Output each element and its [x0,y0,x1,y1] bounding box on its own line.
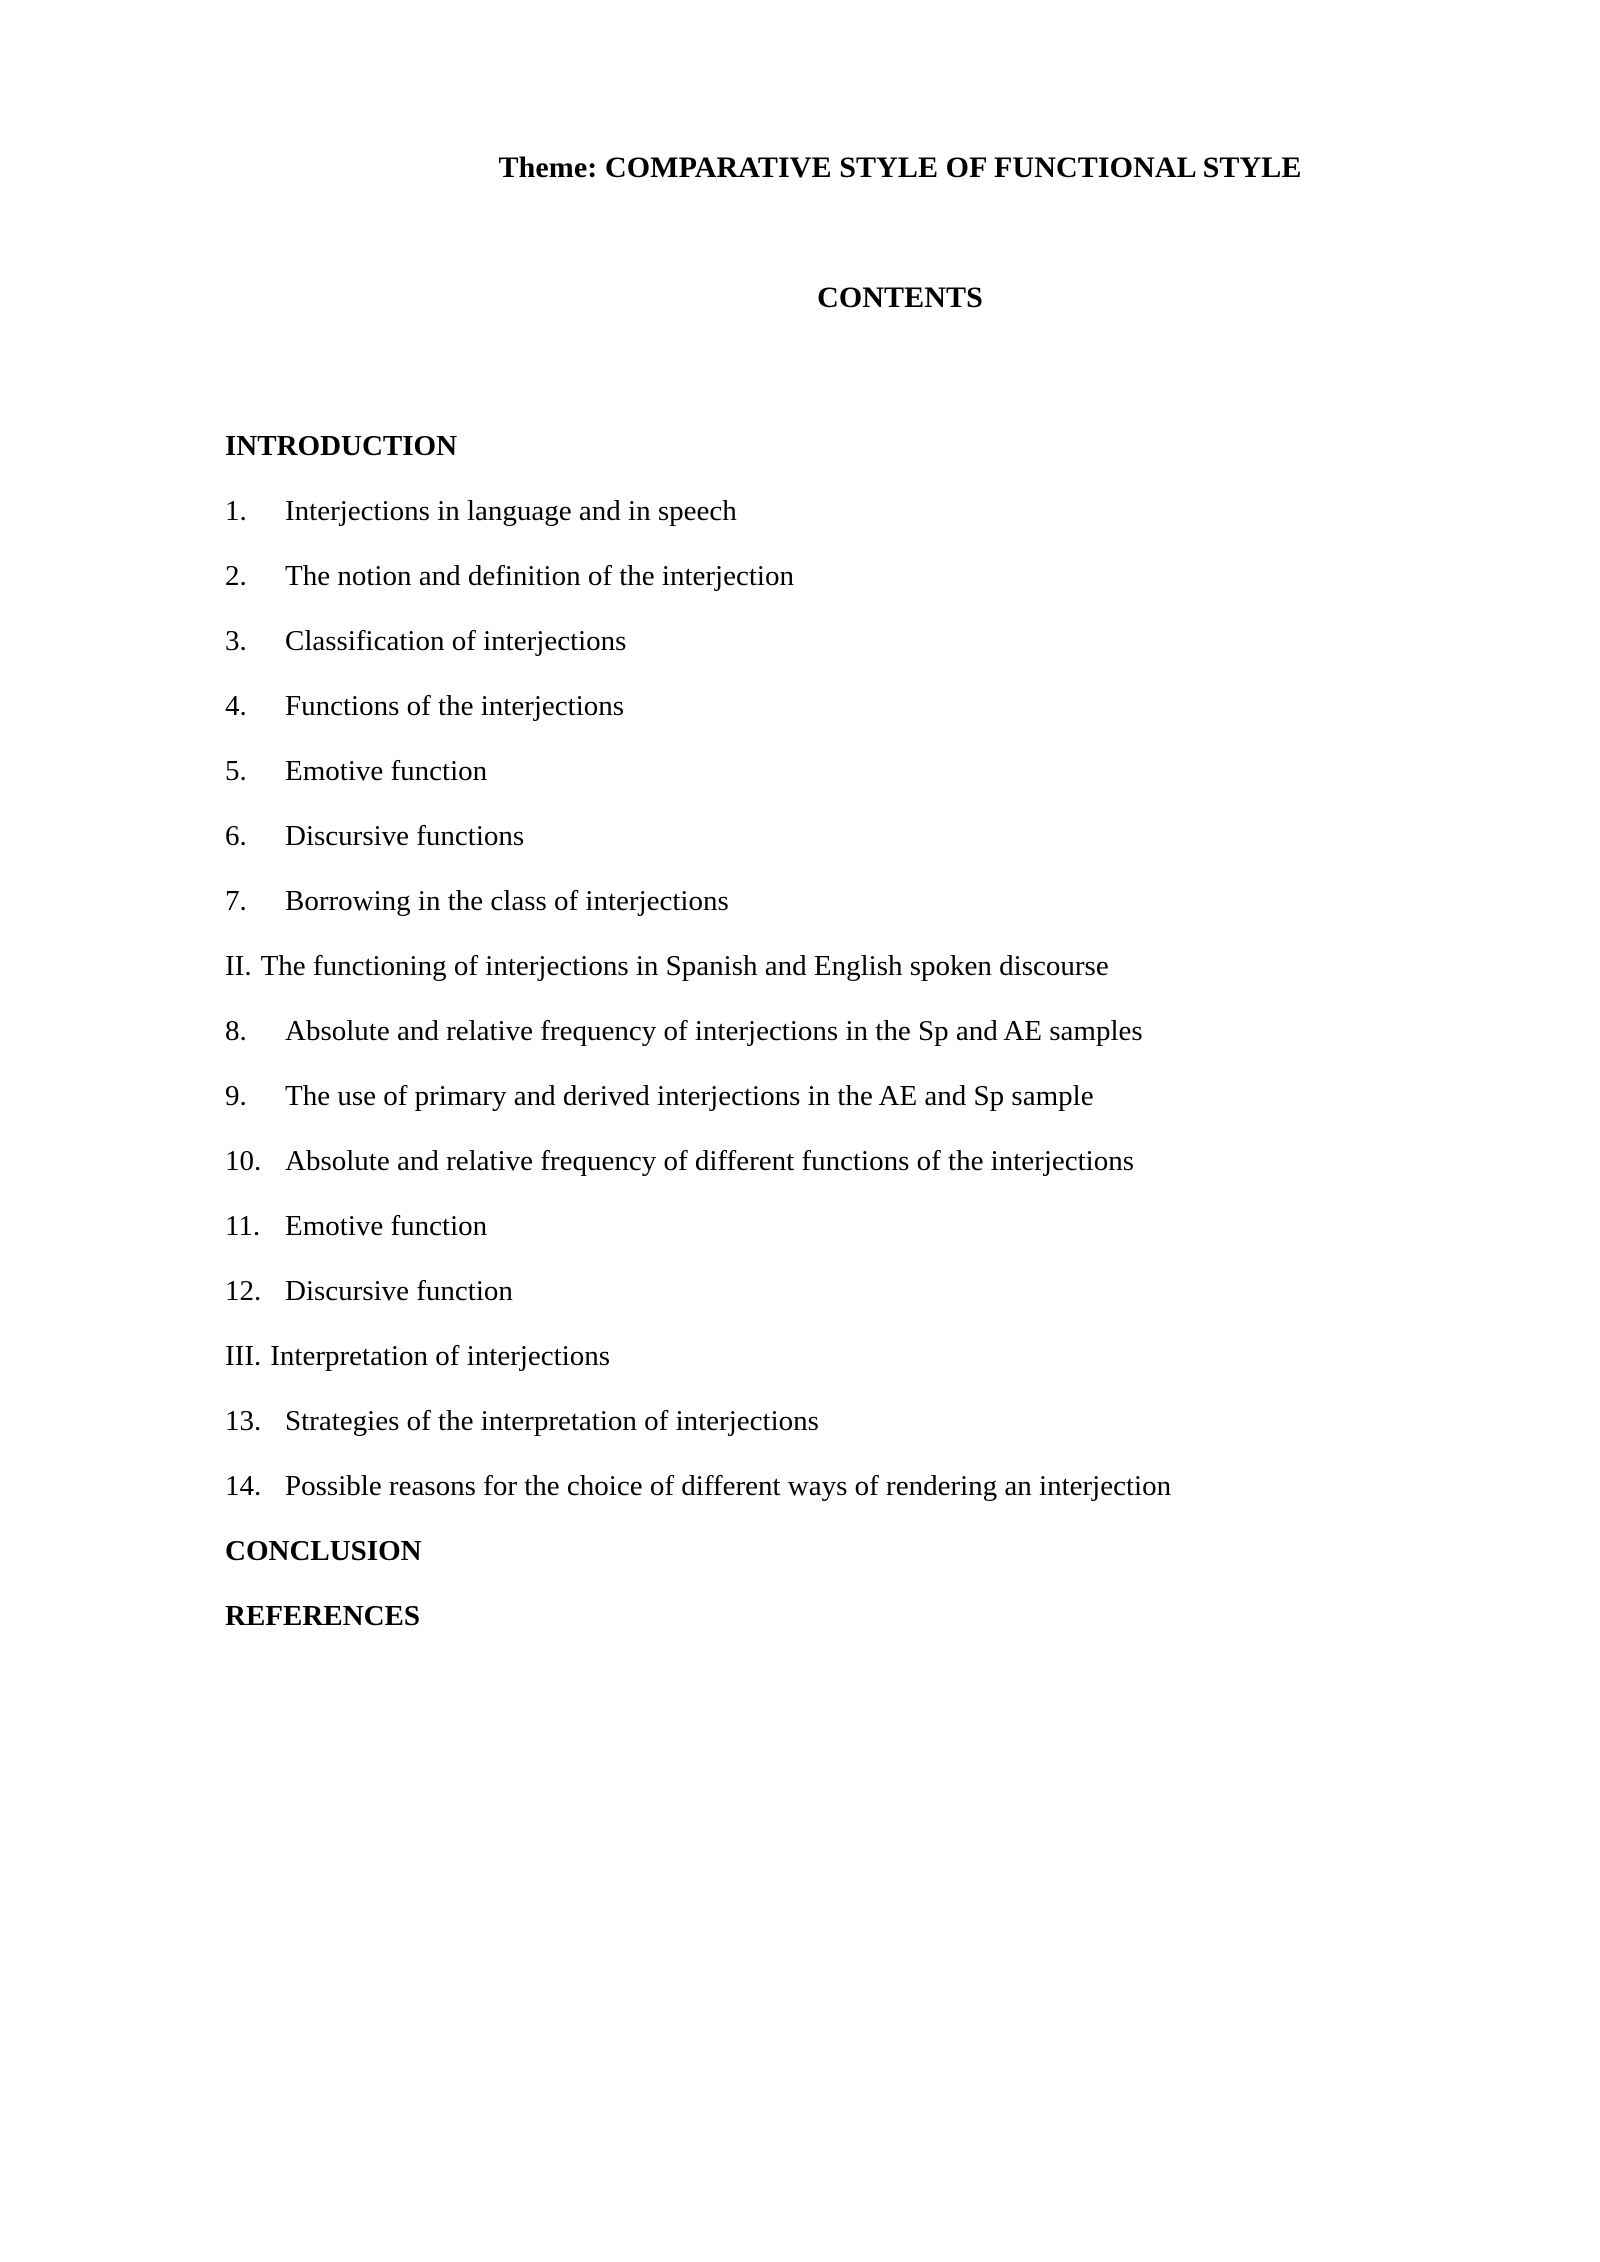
toc-entry-marker: 11. [225,1210,261,1242]
toc-entry-marker: 3. [225,625,247,657]
toc-entry-label: INTRODUCTION [225,430,458,462]
toc-entry-marker: 2. [225,560,247,592]
toc-entry-marker: 1. [225,495,247,527]
toc-entry-marker: 7. [225,885,247,917]
toc-entry [225,609,1565,674]
toc-entry-label: REFERENCES [225,1600,420,1632]
toc-entry-label: Borrowing in the class of interjections [285,885,729,917]
toc-entry-label: Possible reasons for the choice of different ways of rendering an interjection [285,1470,1172,1502]
toc-entry [225,1454,1565,1519]
toc-entry [225,1389,1565,1454]
toc-entry [225,1129,1565,1194]
toc-entry-label: Absolute and relative frequency of interjections in the Sp and AE samples [285,1015,1143,1047]
toc-entry-marker: 14. [225,1470,262,1502]
toc-entry-label: Interpretation of interjections [270,1340,611,1372]
toc-entry-label: Functions of the interjections [285,690,625,722]
toc-entry [225,544,1565,609]
toc-entry-label: Classification of interjections [285,625,627,657]
toc-entry [225,934,1565,999]
toc-entry [225,999,1565,1064]
toc-entry [225,414,1565,479]
table-of-contents [225,414,1565,1649]
toc-entry-label: Interjections in language and in speech [285,495,737,527]
toc-entry-label: CONCLUSION [225,1535,422,1567]
toc-entry-marker: 5. [225,755,247,787]
toc-entry [225,674,1565,739]
toc-entry [225,1194,1565,1259]
toc-entry-marker: 10. [225,1145,262,1177]
contents-heading: CONTENTS [817,281,983,314]
toc-entry [225,1259,1565,1324]
toc-entry-marker: 12. [225,1275,262,1307]
toc-entry-marker: 6. [225,820,247,852]
toc-entry-label: Discursive function [285,1275,513,1307]
page-title: Theme: COMPARATIVE STYLE OF FUNCTIONAL STYLE [498,151,1302,184]
toc-entry-label: Discursive functions [285,820,525,852]
toc-entry [225,479,1565,544]
toc-entry [225,804,1565,869]
toc-entry-marker: 13. [225,1405,262,1437]
toc-entry-marker: II. [225,950,252,982]
toc-entry [225,1584,1565,1649]
toc-entry [225,739,1565,804]
toc-entry-label: The notion and definition of the interjection [285,560,794,592]
toc-entry-label: The functioning of interjections in Spanish and English spoken discourse [260,950,1109,982]
toc-entry-label: Emotive function [285,1210,488,1242]
toc-entry [225,1519,1565,1584]
toc-entry-label: Absolute and relative frequency of different functions of the interjections [285,1145,1135,1177]
toc-entry-marker: 9. [225,1080,247,1112]
toc-entry-label: Strategies of the interpretation of interjections [285,1405,819,1437]
toc-entry-marker: 4. [225,690,247,722]
toc-entry-marker: 8. [225,1015,247,1047]
toc-entry-label: Emotive function [285,755,488,787]
toc-entry [225,1064,1565,1129]
toc-entry [225,869,1565,934]
toc-entry-label: The use of primary and derived interjections in the AE and Sp sample [285,1080,1094,1112]
toc-entry [225,1324,1565,1389]
toc-entry-marker: III. [225,1340,262,1372]
